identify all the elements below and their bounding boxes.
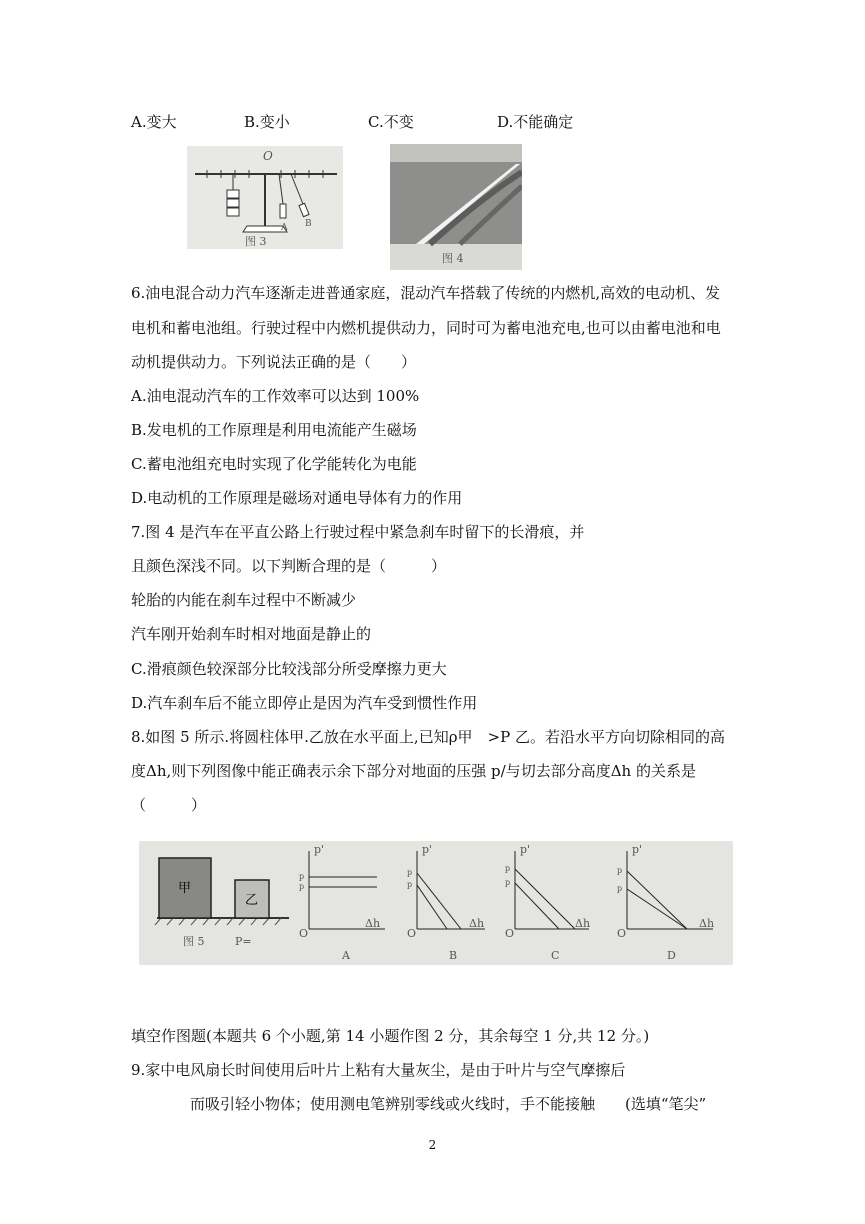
svg-text:C: C bbox=[551, 949, 560, 962]
svg-text:p: p bbox=[505, 878, 511, 887]
label-a: A bbox=[281, 223, 288, 233]
svg-text:O: O bbox=[299, 927, 309, 940]
q6-option-b: B.发电机的工作原理是利用电流能产生磁场 bbox=[131, 421, 417, 439]
option-a: A.变大 bbox=[131, 113, 177, 131]
svg-text:p: p bbox=[617, 884, 623, 893]
svg-text:O: O bbox=[505, 927, 515, 940]
svg-text:Δh: Δh bbox=[365, 917, 381, 930]
page-number: 2 bbox=[428, 1138, 437, 1152]
q6-option-c: C.蓄电池组充电时实现了化学能转化为电能 bbox=[131, 455, 417, 473]
option-d: D.不能确定 bbox=[497, 113, 574, 131]
block-yi-label: 乙 bbox=[245, 893, 259, 908]
graph-b bbox=[407, 843, 485, 962]
svg-text:Δh: Δh bbox=[575, 917, 591, 930]
graph-d bbox=[617, 843, 714, 962]
q6-stem-line1: 6.油电混合动力汽车逐渐走进普通家庭，混动汽车搭载了传统的内燃机,高效的电动机、发 bbox=[131, 284, 721, 302]
graph-a bbox=[299, 843, 385, 962]
figure-5-graphs bbox=[139, 841, 733, 965]
figure-3-caption: 图 3 bbox=[245, 235, 267, 248]
svg-text:D: D bbox=[667, 949, 676, 962]
q8-stem-line2: 度Δh,则下列图像中能正确表示余下部分对地面的压强 p/与切去部分高度Δh 的关系是 bbox=[131, 762, 696, 780]
svg-text:Δh: Δh bbox=[699, 917, 715, 930]
q7-stem-line2: 且颜色深浅不同。以下判断合理的是（ ） bbox=[131, 557, 447, 575]
svg-text:p: p bbox=[505, 864, 511, 873]
svg-text:p: p bbox=[407, 880, 413, 889]
svg-text:p: p bbox=[299, 882, 305, 891]
q7-option-b: 汽车刚开始刹车时相对地面是静止的 bbox=[131, 625, 372, 643]
option-b: B.变小 bbox=[244, 113, 290, 131]
option-c: C.不变 bbox=[368, 113, 414, 131]
svg-text:A: A bbox=[342, 949, 350, 962]
block-jia-label: 甲 bbox=[178, 881, 192, 896]
figure-5-caption: 图 5 bbox=[183, 935, 205, 948]
svg-text:O: O bbox=[407, 927, 417, 940]
svg-text:p': p' bbox=[520, 843, 531, 856]
q6-option-d: D.电动机的工作原理是磁场对通电导体有力的作用 bbox=[131, 489, 463, 507]
q8-answer-bracket: （ ） bbox=[131, 796, 207, 814]
q8-stem-line1: 8.如图 5 所示.将圆柱体甲.乙放在水平面上,已知ρ甲 >P 乙。若沿水平方向切除相同的高 bbox=[131, 728, 725, 746]
graph-c bbox=[505, 843, 590, 962]
q7-option-c: C.滑痕颜色较深部分比较浅部分所受摩擦力更大 bbox=[131, 660, 447, 678]
q7-option-d: D.汽车刹车后不能立即停止是因为汽车受到惯性作用 bbox=[131, 694, 478, 712]
svg-text:p: p bbox=[617, 866, 623, 875]
figure-4-caption: 图 4 bbox=[442, 252, 464, 265]
svg-text:p': p' bbox=[314, 843, 325, 856]
svg-text:p: p bbox=[407, 868, 413, 877]
q6-stem-line2: 电机和蓄电池组。行驶过程中内燃机提供动力，同时可为蓄电池充电,也可以由蓄电池和电 bbox=[131, 319, 721, 337]
svg-text:p': p' bbox=[632, 843, 643, 856]
svg-text:O: O bbox=[617, 927, 627, 940]
q7-stem-line1: 7.图 4 是汽车在平直公路上行驶过程中紧急刹车时留下的长滑痕，并 bbox=[131, 523, 585, 541]
q9-stem-line2: 而吸引轻小物体；使用测电笔辨别零线或火线时，手不能接触 (选填“笔尖” bbox=[190, 1095, 707, 1113]
q6-stem-line3: 动机提供动力。下列说法正确的是（ ） bbox=[131, 353, 417, 371]
svg-text:B: B bbox=[449, 949, 458, 962]
svg-text:p: p bbox=[299, 872, 305, 881]
q7-option-a: 轮胎的内能在刹车过程中不断减少 bbox=[131, 591, 357, 609]
figure-4-road-photo bbox=[390, 144, 522, 270]
label-b: B bbox=[305, 219, 312, 229]
section-heading: 填空作图题(本题共 6 个小题,第 14 小题作图 2 分，其余每空 1 分,共 12 分。) bbox=[131, 1027, 650, 1045]
figure-5-note: P= bbox=[235, 935, 252, 948]
svg-text:Δh: Δh bbox=[469, 917, 485, 930]
q9-stem-line1: 9.家中电风扇长时间使用后叶片上粘有大量灰尘，是由于叶片与空气摩擦后 bbox=[131, 1061, 626, 1079]
figure-3-lever bbox=[187, 146, 343, 249]
pivot-label: O bbox=[263, 149, 273, 163]
svg-text:p': p' bbox=[422, 843, 433, 856]
q6-option-a: A.油电混动汽车的工作效率可以达到 100% bbox=[131, 387, 420, 405]
